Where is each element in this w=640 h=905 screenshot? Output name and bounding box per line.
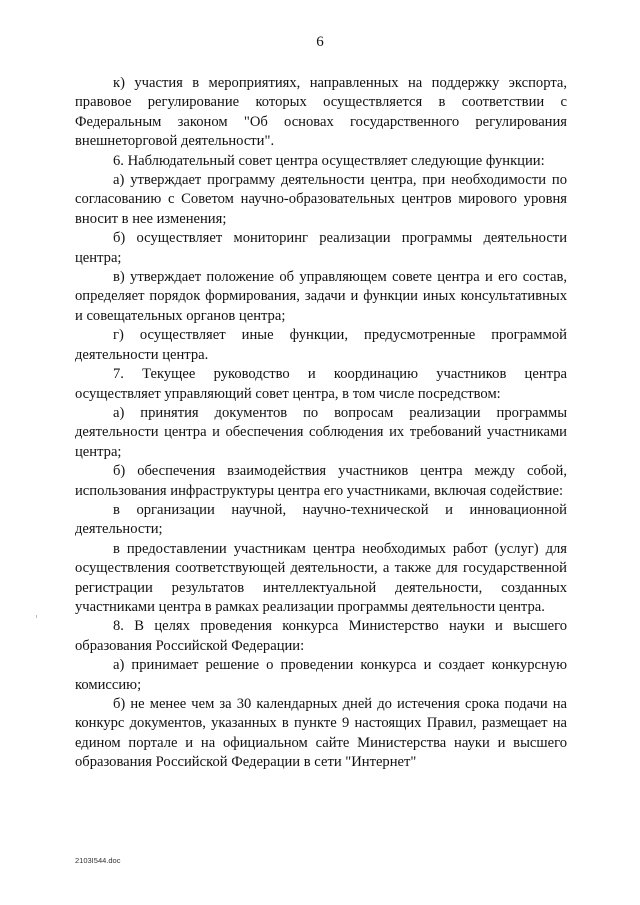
paragraph-clause-8-b: б) не менее чем за 30 календарных дней до истечения срока подачи на конкурс документов, указанных в пункте 9 настоящих Правил, размещает на едином портале и на официальном сайте Министерства науки и высшего образования Российской Федерации в сети "Интернет": [75, 696, 567, 771]
paragraph-clause-7-b-2: в предоставлении участникам центра необходимых работ (услуг) для осуществления соответствующей деятельности, а также для государственной регистрации результатов интеллектуальной деятельности, созданных участниками центра в рамках реализации программы деятельности центра.: [75, 540, 567, 615]
document-body: [75, 74, 567, 773]
paragraph-clause-7-a: а) принятия документов по вопросам реализации программы деятельности центра и обеспечения соблюдения их требований участниками центра;: [75, 404, 567, 460]
paragraph-clause-8-a: а) принимает решение о проведении конкурса и создает конкурсную комиссию;: [75, 657, 567, 693]
paragraph-clause-7: 7. Текущее руководство и координацию участников центра осуществляет управляющий совет центра, в том числе посредством:: [75, 366, 567, 402]
paragraph-clause-6: 6. Наблюдательный совет центра осуществляет следующие функции:: [113, 152, 545, 169]
paragraph-item-k: к) участия в мероприятиях, направленных на поддержку экспорта, правовое регулирование которых осуществляется в соответствии с Федеральным законом "Об основах государственного регулирования внешнеторговой деятельности".: [75, 75, 567, 150]
paragraph-clause-8: 8. В целях проведения конкурса Министерство науки и высшего образования Российской Федерации:: [75, 618, 567, 654]
paragraph-clause-7-b-1: в организации научной, научно-технической и инновационной деятельности;: [75, 501, 567, 538]
paragraph-clause-6-g: г) осуществляет иные функции, предусмотренные программой деятельности центра.: [75, 327, 567, 363]
file-name-footer: 2103I544.doc: [75, 856, 121, 865]
margin-mark: [36, 615, 37, 618]
paragraph-clause-6-v: в) утверждает положение об управляющем совете центра и его состав, определяет порядок формирования, задачи и функции иных консультативных и совещательных органов центра;: [75, 269, 567, 324]
page-number: 6: [316, 34, 324, 50]
paragraph-clause-6-a: а) утверждает программу деятельности центра, при необходимости по согласованию с Советом научно-образовательных центров мирового уровня вносит в нее изменения;: [75, 172, 567, 227]
paragraph-clause-7-b: б) обеспечения взаимодействия участников центра между собой, использования инфраструктуры центра его участниками, включая содействие:: [75, 463, 567, 499]
paragraph-clause-6-b: б) осуществляет мониторинг реализации программы деятельности центра;: [75, 230, 567, 266]
